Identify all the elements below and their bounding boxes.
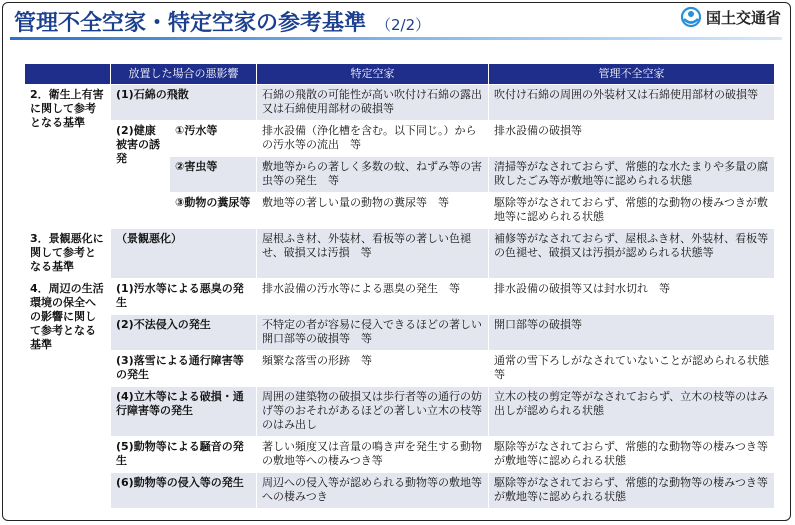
table-row: [25, 351, 775, 387]
row-item: (4)立木等による破損・通行障害等の発生: [111, 387, 257, 437]
row-specific: 著しい頻度又は音量の鳴き声を発生する動物の敷地等への棲みつき等: [257, 437, 489, 473]
row-mismanaged: 立木の枝の剪定等がなされておらず、立木の枝等のはみ出しが認められる状態: [489, 387, 775, 437]
row-mismanaged: 排水設備の破損等又は封水切れ 等: [489, 279, 775, 315]
row-item: (1)汚水等による悪臭の発生: [111, 279, 257, 315]
row-specific: 不特定の者が容易に侵入できるほどの著しい開口部等の破損等 等: [257, 315, 489, 351]
row-item: (5)動物等による騒音の発生: [111, 437, 257, 473]
org-name: 国土交通省: [705, 8, 781, 27]
criteria-table: [24, 63, 780, 509]
table-row: [25, 85, 775, 121]
row-mismanaged: 駆除等がなされておらず、常態的な動物等の棲みつき等が敷地等に認められる状態: [489, 437, 775, 473]
row-mismanaged: 吹付け石綿の周囲の外装材又は石綿使用部材の破損等: [489, 85, 775, 121]
title-text: 管理不全空家・特定空家の参考基準: [14, 11, 367, 36]
row-item: ①汚水等: [170, 121, 257, 157]
header-specific: 特定空家: [257, 64, 489, 85]
row-item: ③動物の糞尿等: [170, 193, 257, 229]
category-sanitary: 2．衛生上有害に関して参考となる基準: [25, 85, 111, 229]
row-specific: 石綿の飛散の可能性が高い吹付け石綿の露出又は石綿使用部材の破損等: [257, 85, 489, 121]
row-mismanaged: 清掃等がなされておらず、常態的な水たまりや多量の腐敗したごみ等が敷地等に認められる状態: [489, 157, 775, 193]
table-row: [25, 473, 775, 509]
mlit-logo-icon: [680, 6, 702, 28]
table-row: [25, 437, 775, 473]
table-row: [25, 121, 775, 157]
row-mismanaged: 開口部等の破損等: [489, 315, 775, 351]
category-scenery: 3．景観悪化に関して参考となる基準: [25, 229, 111, 279]
header-category: [25, 64, 111, 85]
header-impact: 放置した場合の悪影響: [111, 64, 257, 85]
table-header-row: [25, 64, 775, 85]
row-specific: 排水設備の汚水等による悪臭の発生 等: [257, 279, 489, 315]
group-health: (2)健康被害の誘発: [111, 121, 170, 229]
row-mismanaged: 駆除等がなされておらず、常態的な動物の棲みつきが敷地等に認められる状態: [489, 193, 775, 229]
row-specific: 敷地等の著しい量の動物の糞尿等 等: [257, 193, 489, 229]
row-item: (1)石綿の飛散: [111, 85, 257, 121]
category-environment: 4．周辺の生活環境の保全への影響に関して参考となる基準: [25, 279, 111, 509]
header-mismanaged: 管理不全空家: [489, 64, 775, 85]
row-specific: 屋根ふき材、外装材、看板等の著しい色褪せ、破損又は汚損 等: [257, 229, 489, 279]
row-specific: 敷地等からの著しく多数の蚊、ねずみ等の害虫等の発生 等: [257, 157, 489, 193]
page-number: （2/2）: [376, 16, 431, 34]
row-item: (6)動物等の侵入等の発生: [111, 473, 257, 509]
row-specific: 周囲の建築物の破損又は歩行者等の通行の妨げ等のおそれがあるほどの著しい立木の枝等のはみ出し: [257, 387, 489, 437]
table-row: [25, 387, 775, 437]
page-title: [14, 6, 430, 37]
table-row: [25, 279, 775, 315]
row-item: ②害虫等: [170, 157, 257, 193]
title-underline: [10, 37, 782, 40]
mlit-logo: [680, 6, 781, 28]
row-specific: 頻繁な落雪の形跡 等: [257, 351, 489, 387]
row-mismanaged: 排水設備の破損等: [489, 121, 775, 157]
table-row: [25, 315, 775, 351]
row-mismanaged: 通常の雪下ろしがなされていないことが認められる状態 等: [489, 351, 775, 387]
row-item: (2)不法侵入の発生: [111, 315, 257, 351]
row-mismanaged: 駆除等がなされておらず、常態的な動物等の棲みつき等が敷地等に認められる状態: [489, 473, 775, 509]
row-item: (3)落雪による通行障害等の発生: [111, 351, 257, 387]
row-specific: 周辺への侵入等が認められる動物等の敷地等への棲みつき: [257, 473, 489, 509]
row-item: （景観悪化）: [111, 229, 257, 279]
row-specific: 排水設備（浄化槽を含む。以下同じ。）からの汚水等の流出 等: [257, 121, 489, 157]
table-row: [25, 229, 775, 279]
row-mismanaged: 補修等がなされておらず、屋根ふき材、外装材、看板等の色褪せ、破損又は汚損が認められる状態等: [489, 229, 775, 279]
